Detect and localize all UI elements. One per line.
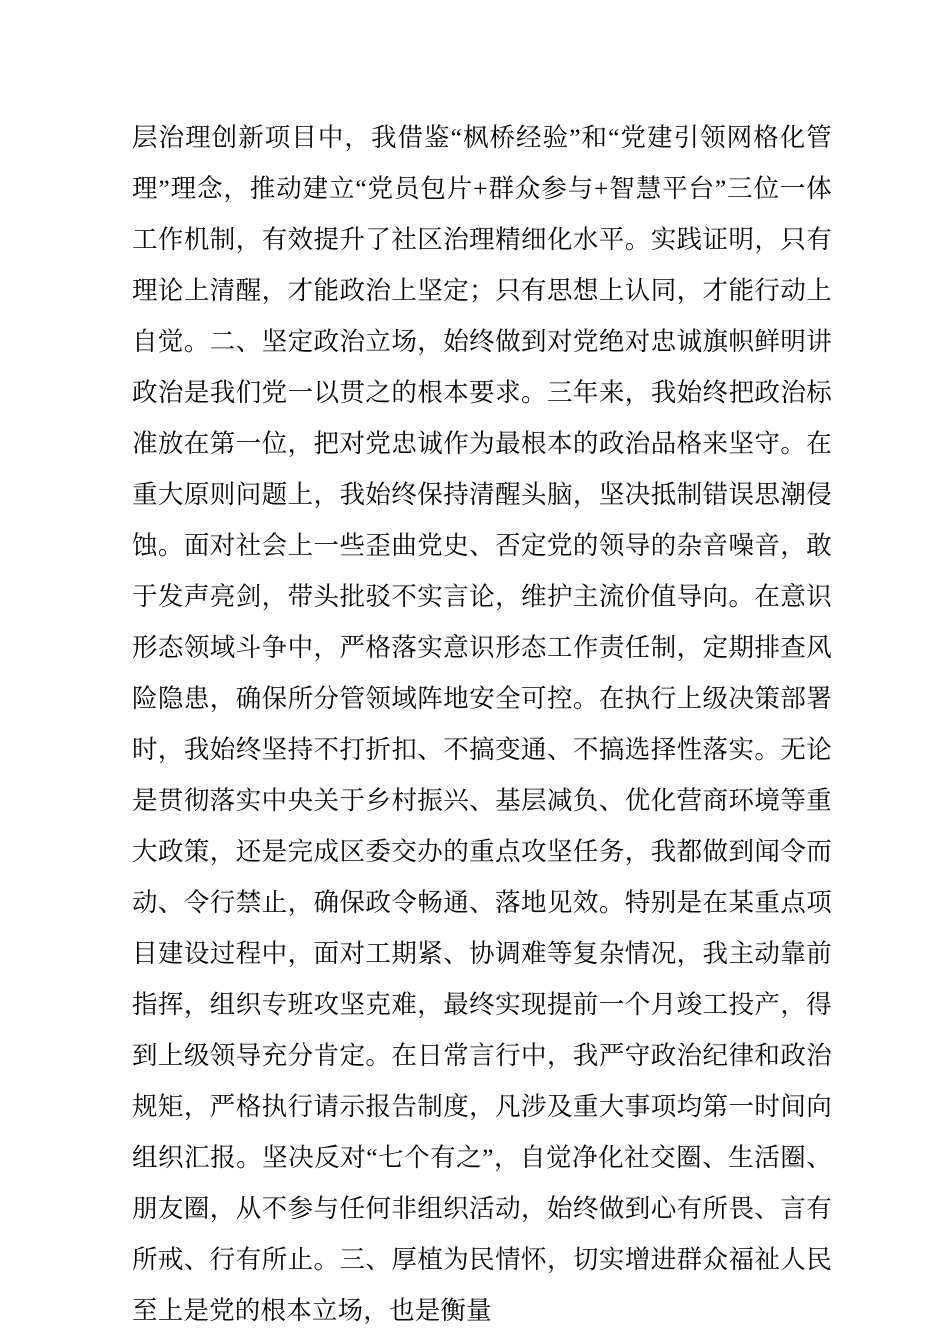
page-body: [132, 112, 832, 1336]
body-paragraph: 层治理创新项目中，我借鉴“枫桥经验”和“党建引领网格化管理”理念，推动建立“党员包片+群众参与+智慧平台”三位一体工作机制，有效提升了社区治理精细化水平。实践证明，只有理论上清醒，才能政治上坚定；只有思想上认同，才能行动上自觉。二、坚定政治立场，始终做到对党绝对忠诚旗帜鲜明讲政治是我们党一以贯之的根本要求。三年来，我始终把政治标准放在第一位，把对党忠诚作为最根本的政治品格来坚守。在重大原则问题上，我始终保持清醒头脑，坚决抵制错误思潮侵蚀。面对社会上一些歪曲党史、否定党的领导的杂音噪音，敢于发声亮剑，带头批驳不实言论，维护主流价值导向。在意识形态领域斗争中，严格落实意识形态工作责任制，定期排查风险隐患，确保所分管领域阵地安全可控。在执行上级决策部署时，我始终坚持不打折扣、不搞变通、不搞选择性落实。无论是贯彻落实中央关于乡村振兴、基层减负、优化营商环境等重大政策，还是完成区委交办的重点攻坚任务，我都做到闻令而动、令行禁止，确保政令畅通、落地见效。特别是在某重点项目建设过程中，面对工期紧、协调难等复杂情况，我主动靠前指挥，组织专班攻坚克难，最终实现提前一个月竣工投产，得到上级领导充分肯定。在日常言行中，我严守政治纪律和政治规矩，严格执行请示报告制度，凡涉及重大事项均第一时间向组织汇报。坚决反对“七个有之”，自觉净化社交圈、生活圈、朋友圈，从不参与任何非组织活动，始终做到心有所畏、言有所戒、行有所止。三、厚植为民情怀，切实增进群众福祉人民至上是党的根本立场，也是衡量: [132, 123, 832, 1325]
